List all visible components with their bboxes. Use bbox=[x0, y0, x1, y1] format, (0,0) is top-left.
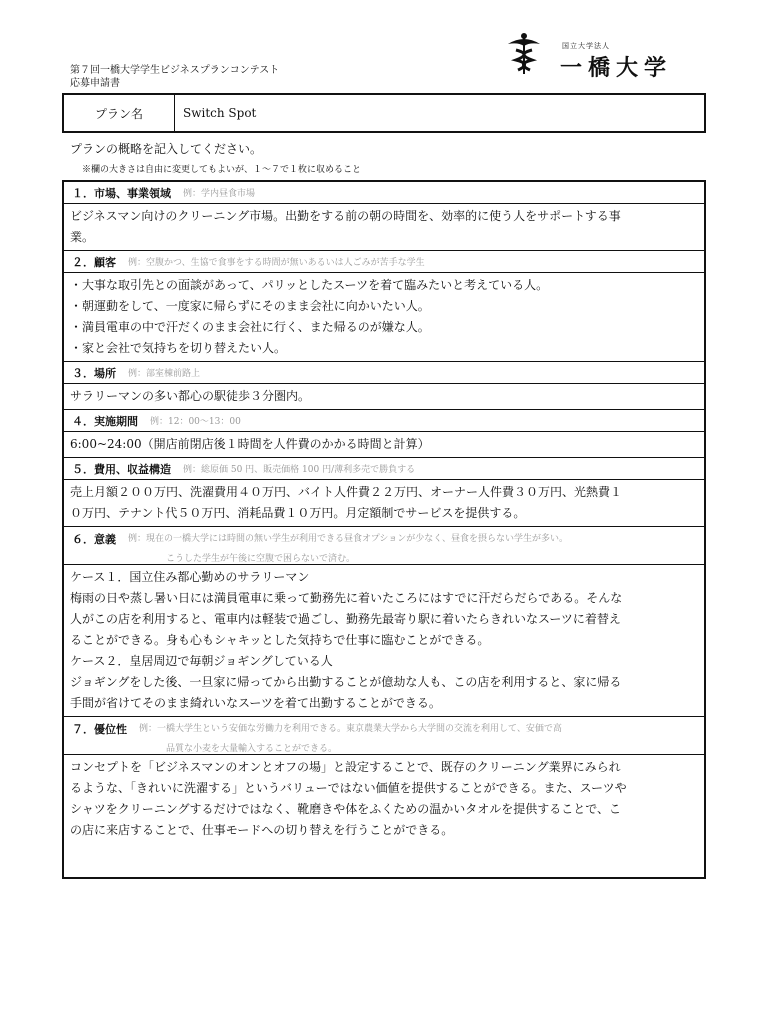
body-line: ・朝運動をして、一度家に帰らずにそのまま会社に向かいたい人。 bbox=[70, 299, 430, 313]
body-line: ビジネスマン向けのクリーニング市場。出勤をする前の朝の時間を、効率的に使う人をサポートする事 bbox=[70, 209, 621, 223]
note-text: ※欄の大きさは自由に変更してもよいが、１～７で１枚に収めること bbox=[82, 165, 362, 175]
document-header bbox=[70, 64, 279, 90]
body-line: 業。 bbox=[70, 230, 95, 244]
section-title: ４．実施期間 bbox=[72, 414, 138, 428]
section-title: ３．場所 bbox=[72, 366, 116, 380]
section-header bbox=[64, 251, 704, 273]
section-header bbox=[64, 527, 704, 565]
plan-name-label: プラン名 bbox=[64, 95, 175, 131]
section-header bbox=[64, 410, 704, 432]
body-line: 6:00~24:00（開店前閉店後１時間を人件費のかかる時間と計算） bbox=[70, 437, 430, 451]
section-example: 例：現在の一橋大学には時間の無い学生が利用できる昼食オプションが少なく、昼食を摂らない学生が多い。 bbox=[128, 534, 569, 544]
body-line: コンセプトを「ビジネスマンのオンとオフの場」と設定することで、既存のクリーニング業界にみられ bbox=[70, 760, 621, 774]
section-example: 例：一橋大学生という安価な労働力を利用できる。東京農業大学から大学間の交流を利用して、安価で高 bbox=[139, 724, 562, 734]
caduceus-emblem-icon bbox=[500, 30, 548, 78]
plan-sections bbox=[62, 180, 706, 879]
body-line: サラリーマンの多い都心の駅徒歩３分圏内。 bbox=[70, 389, 311, 403]
intro-text: プランの概略を記入してください。 bbox=[70, 142, 263, 156]
body-line: ・満員電車の中で汗だくのまま会社に行く、また帰るのが嫌な人。 bbox=[70, 320, 430, 334]
body-line: ・大事な取引先との面談があって、パリッとしたスーツを着て臨みたいと考えている人。 bbox=[70, 278, 549, 292]
section-header bbox=[64, 182, 704, 204]
section-body bbox=[64, 755, 704, 843]
section-body bbox=[64, 432, 704, 458]
section-title: １．市場、事業領域 bbox=[72, 186, 171, 200]
logo-name: 一橋大学 bbox=[560, 56, 673, 81]
section-example-cont: 品質な小麦を大量輸入することができる。 bbox=[166, 744, 338, 754]
section-title: ７．優位性 bbox=[72, 723, 127, 736]
section-example: 例：学内昼食市場 bbox=[183, 189, 256, 199]
section-body bbox=[64, 273, 704, 362]
section-significance bbox=[64, 527, 704, 717]
section-body bbox=[64, 565, 704, 717]
body-line: ０万円、テナント代５０万円、消耗品費１０万円。月定額制でサービスを提供する。 bbox=[70, 506, 526, 520]
body-line: ・家と会社で気持ちを切り替えたい人。 bbox=[70, 341, 287, 355]
section-header bbox=[64, 458, 704, 480]
section-title: ２．顧客 bbox=[72, 255, 116, 269]
body-line: ケース１．国立住み都心勤めのサラリーマン bbox=[70, 570, 310, 584]
body-line: ジョギングをした後、一旦家に帰ってから出勤することが億劫な人も、この店を利用すると、家に帰る bbox=[70, 675, 622, 689]
body-line: ることができる。身も心もシャキッとした気持ちで仕事に臨むことができる。 bbox=[70, 633, 490, 647]
section-title: ６．意義 bbox=[72, 533, 116, 546]
body-line: 売上月額２００万円、洗濯費用４０万円、バイト人件費２２万円、オーナー人件費３０万円、光熱費１ bbox=[70, 485, 623, 499]
section-example: 例：部室棟前路上 bbox=[128, 369, 201, 379]
section-title: ５．費用、収益構造 bbox=[72, 462, 171, 476]
university-logo bbox=[500, 30, 710, 80]
section-advantage bbox=[64, 717, 704, 843]
section-location bbox=[64, 362, 704, 410]
section-header bbox=[64, 717, 704, 755]
section-body bbox=[64, 204, 704, 251]
plan-name-value: Switch Spot bbox=[183, 106, 257, 120]
section-cost bbox=[64, 458, 704, 527]
section-customer bbox=[64, 251, 704, 362]
section-example: 例：総原価 50 円、販売価格 100 円/薄利多売で勝負する bbox=[183, 465, 416, 475]
form-title: 応募申請書 bbox=[70, 78, 120, 89]
body-line: の店に来店することで、仕事モードへの切り替えを行うことができる。 bbox=[70, 823, 454, 837]
plan-name-row bbox=[62, 93, 706, 133]
section-example: 例：空腹かつ、生協で食事をする時間が無いあるいは人ごみが苦手な学生 bbox=[128, 258, 425, 268]
body-line: るような、「きれいに洗濯する」というバリューではない価値を提供することができる。また、スーツや bbox=[70, 781, 627, 795]
section-body bbox=[64, 480, 704, 527]
body-line: シャツをクリーニングするだけではなく、靴磨きや体をふくための温かいタオルを提供することで、こ bbox=[70, 802, 622, 816]
section-header bbox=[64, 362, 704, 384]
body-line: 人がこの店を利用すると、電車内は軽装で過ごし、勤務先最寄り駅に着いたらきれいなスーツに着替え bbox=[70, 612, 621, 626]
section-example-cont: こうした学生が午後に空腹で困らないで済む。 bbox=[166, 554, 356, 564]
contest-title: 第７回一橋大学学生ビジネスプランコンテスト bbox=[70, 65, 280, 76]
section-body bbox=[64, 384, 704, 410]
body-line: ケース２．皇居周辺で毎朝ジョギングしている人 bbox=[70, 654, 333, 668]
body-line: 手間が省けてそのまま綺れいなスーツを着て出勤することができる。 bbox=[70, 696, 441, 710]
section-example: 例：12：00～13：00 bbox=[150, 417, 241, 427]
section-period bbox=[64, 410, 704, 458]
logo-subtitle: 国立大学法人 bbox=[562, 42, 610, 50]
body-line: 梅雨の日や蒸し暑い日には満員電車に乗って勤務先に着いたころにはすでに汗だらだらである。そんな bbox=[70, 591, 623, 605]
section-market bbox=[64, 182, 704, 251]
